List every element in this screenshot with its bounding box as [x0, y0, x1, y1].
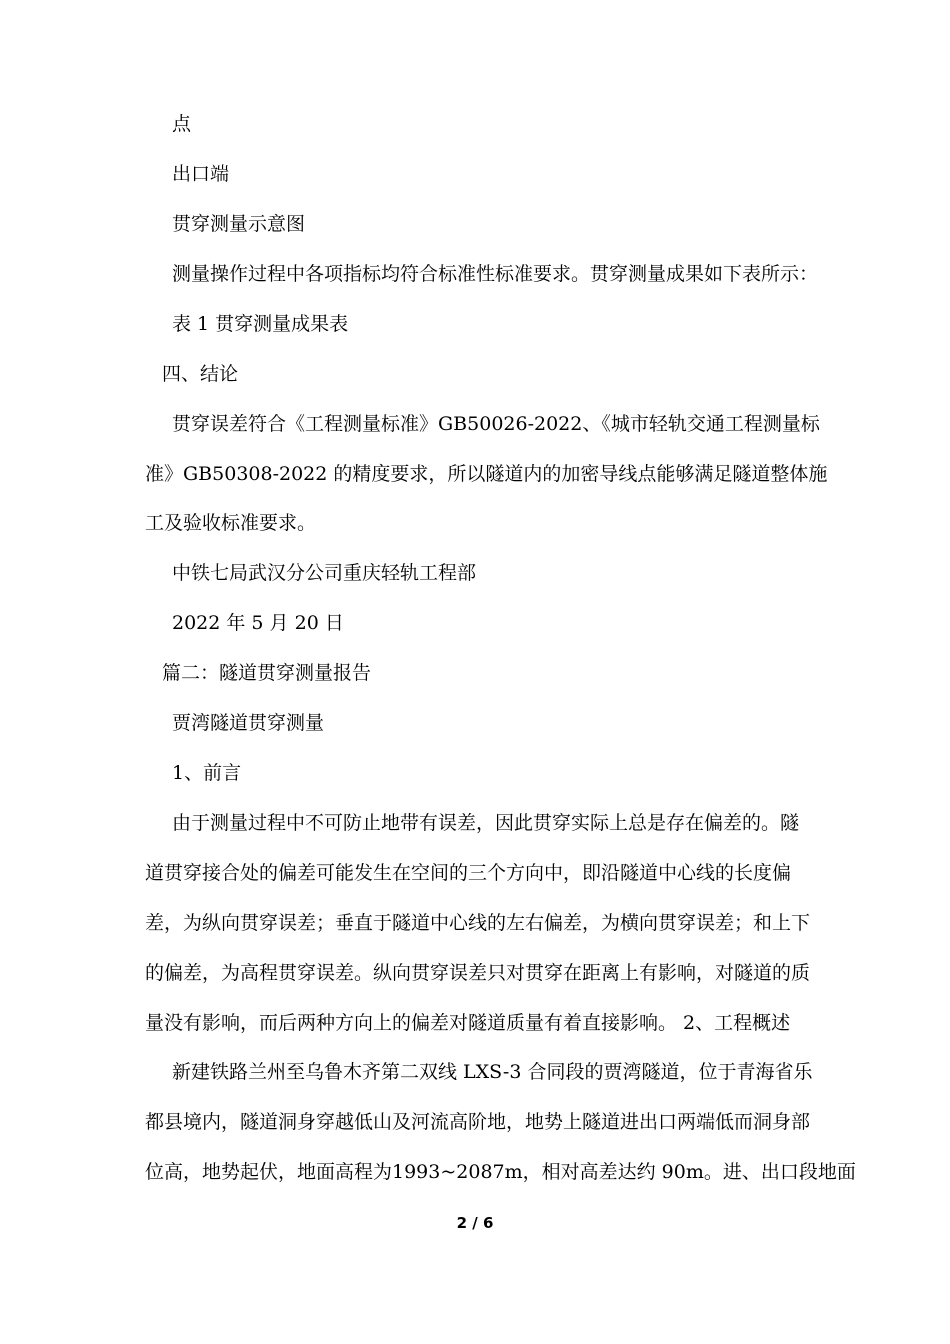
text-line: 新建铁路兰州至乌鲁木齐第二双线 LXS-3 合同段的贾湾隧道，位于青海省乐 [172, 1061, 813, 1083]
text-line: 差，为纵向贯穿误差；垂直于隧道中心线的左右偏差，为横向贯穿误差；和上下 [145, 912, 811, 934]
text-line: 出口端 [172, 163, 230, 185]
subheading: 贾湾隧道贯穿测量 [172, 712, 325, 734]
text-line: 的偏差，为高程贯穿误差。纵向贯穿误差只对贯穿在距离上有影响，对隧道的质 [145, 962, 811, 984]
figure-caption: 贯穿测量示意图 [172, 213, 306, 235]
text-line: 准》GB50308-2022 的精度要求，所以隧道内的加密导线点能够满足隧道整体施 [145, 463, 828, 485]
section-heading: 1、前言 [172, 762, 242, 784]
section-heading: 四、结论 [162, 363, 239, 385]
text-line: 贯穿误差符合《工程测量标准》GB50026-2022、《城市轻轨交通工程测量标 [172, 413, 820, 435]
text-line: 工及验收标准要求。 [145, 512, 317, 534]
text-line: 量没有影响，而后两种方向上的偏差对隧道质量有着直接影响。 2、工程概述 [145, 1012, 791, 1034]
text-line: 测量操作过程中各项指标均符合标准性标准要求。贯穿测量成果如下表所示： [172, 263, 819, 285]
text-line: 位高，地势起伏，地面高程为1993~2087m，相对高差达约 90m。进、出口段地面 [145, 1161, 856, 1183]
text-line: 由于测量过程中不可防止地带有误差，因此贯穿实际上总是存在偏差的。隧 [172, 812, 800, 834]
page-number: 2 / 6 [456, 1214, 494, 1232]
table-caption: 表 1 贯穿测量成果表 [172, 313, 349, 335]
text-line: 道贯穿接合处的偏差可能发生在空间的三个方向中，即沿隧道中心线的长度偏 [145, 862, 792, 884]
text-line: 点 [172, 113, 192, 135]
signature-org: 中铁七局武汉分公司重庆轻轨工程部 [172, 562, 477, 584]
signature-date: 2022 年 5 月 20 日 [172, 612, 344, 634]
text-line: 都县境内，隧道洞身穿越低山及河流高阶地，地势上隧道进出口两端低而洞身部 [145, 1111, 811, 1133]
section-heading: 篇二：隧道贯穿测量报告 [162, 662, 372, 684]
